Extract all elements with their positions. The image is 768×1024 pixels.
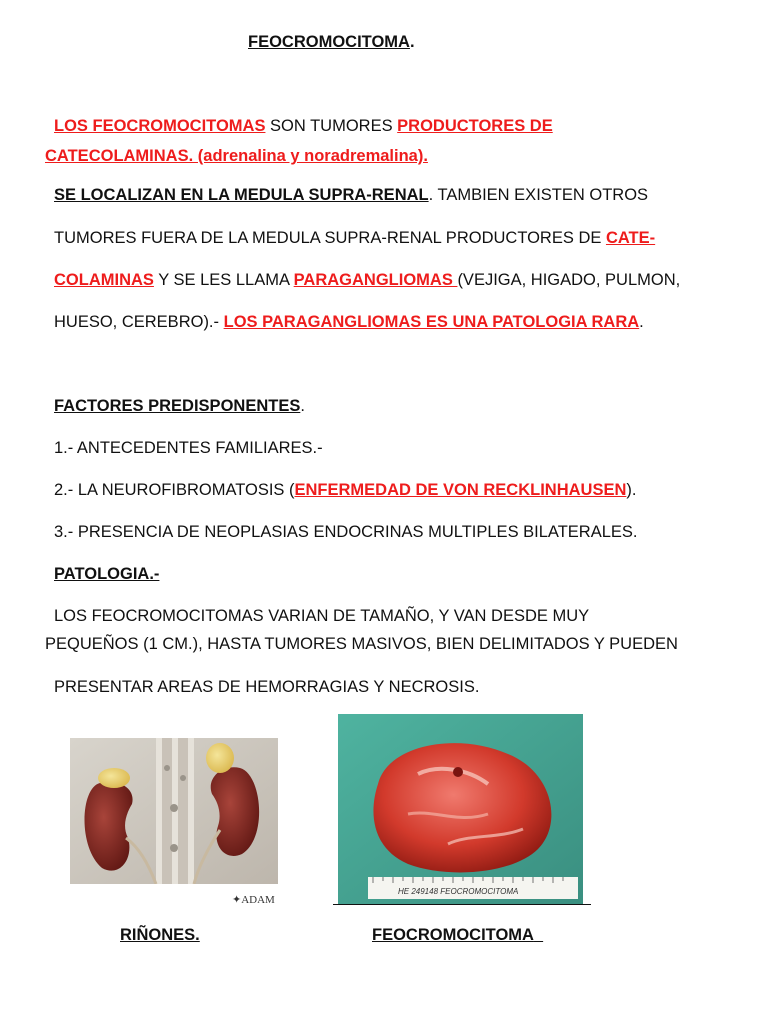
intro-line-1: LOS FEOCROMOCITOMAS SON TUMORES PRODUCTORES DE [54,117,553,135]
tumor-photo [338,714,583,904]
factor-item-2: 2.- LA NEUROFIBROMATOSIS (ENFERMEDAD DE VON RECKLINHAUSEN). [54,481,637,499]
page-title: FEOCROMOCITOMA. [248,33,415,51]
kidneys-illustration [70,738,278,884]
kidneys-caption: RIÑONES. [120,926,200,944]
pathology-line-2: PEQUEÑOS (1 CM.), HASTA TUMORES MASIVOS, BIEN DELIMITADOS Y PUEDEN [45,635,678,653]
factor-item-1: 1.- ANTECEDENTES FAMILIARES.- [54,439,323,457]
location-line-1: SE LOCALIZAN EN LA MEDULA SUPRA-RENAL. TAMBIEN EXISTEN OTROS [54,186,649,204]
pathology-line-1: LOS FEOCROMOCITOMAS VARIAN DE TAMAÑO, Y VAN DESDE MUY [54,607,590,625]
adam-logo: ✦ADAM [232,894,275,906]
factors-heading: FACTORES PREDISPONENTES. [54,397,305,415]
pathology-heading: PATOLOGIA.- [54,565,160,583]
location-line-2: TUMORES FUERA DE LA MEDULA SUPRA-RENAL PRODUCTORES DE CATE- [54,229,656,247]
pathology-line-3: PRESENTAR AREAS DE HEMORRAGIAS Y NECROSIS. [54,678,480,696]
location-line-4: HUESO, CEREBRO).- LOS PARAGANGLIOMAS ES UNA PATOLOGIA RARA. [54,313,644,331]
tumor-caption: FEOCROMOCITOMA [372,926,534,944]
intro-line-2: CATECOLAMINAS. (adrenalina y noradremalina). [45,147,428,165]
ruler-label: HE 249148 FEOCROMOCITOMA [398,887,519,896]
location-line-3: COLAMINAS Y SE LES LLAMA PARAGANGLIOMAS (VEJIGA, HIGADO, PULMON, [54,271,681,289]
figure-underline [333,904,591,905]
factor-item-3: 3.- PRESENCIA DE NEOPLASIAS ENDOCRINAS MULTIPLES BILATERALES. [54,523,638,541]
